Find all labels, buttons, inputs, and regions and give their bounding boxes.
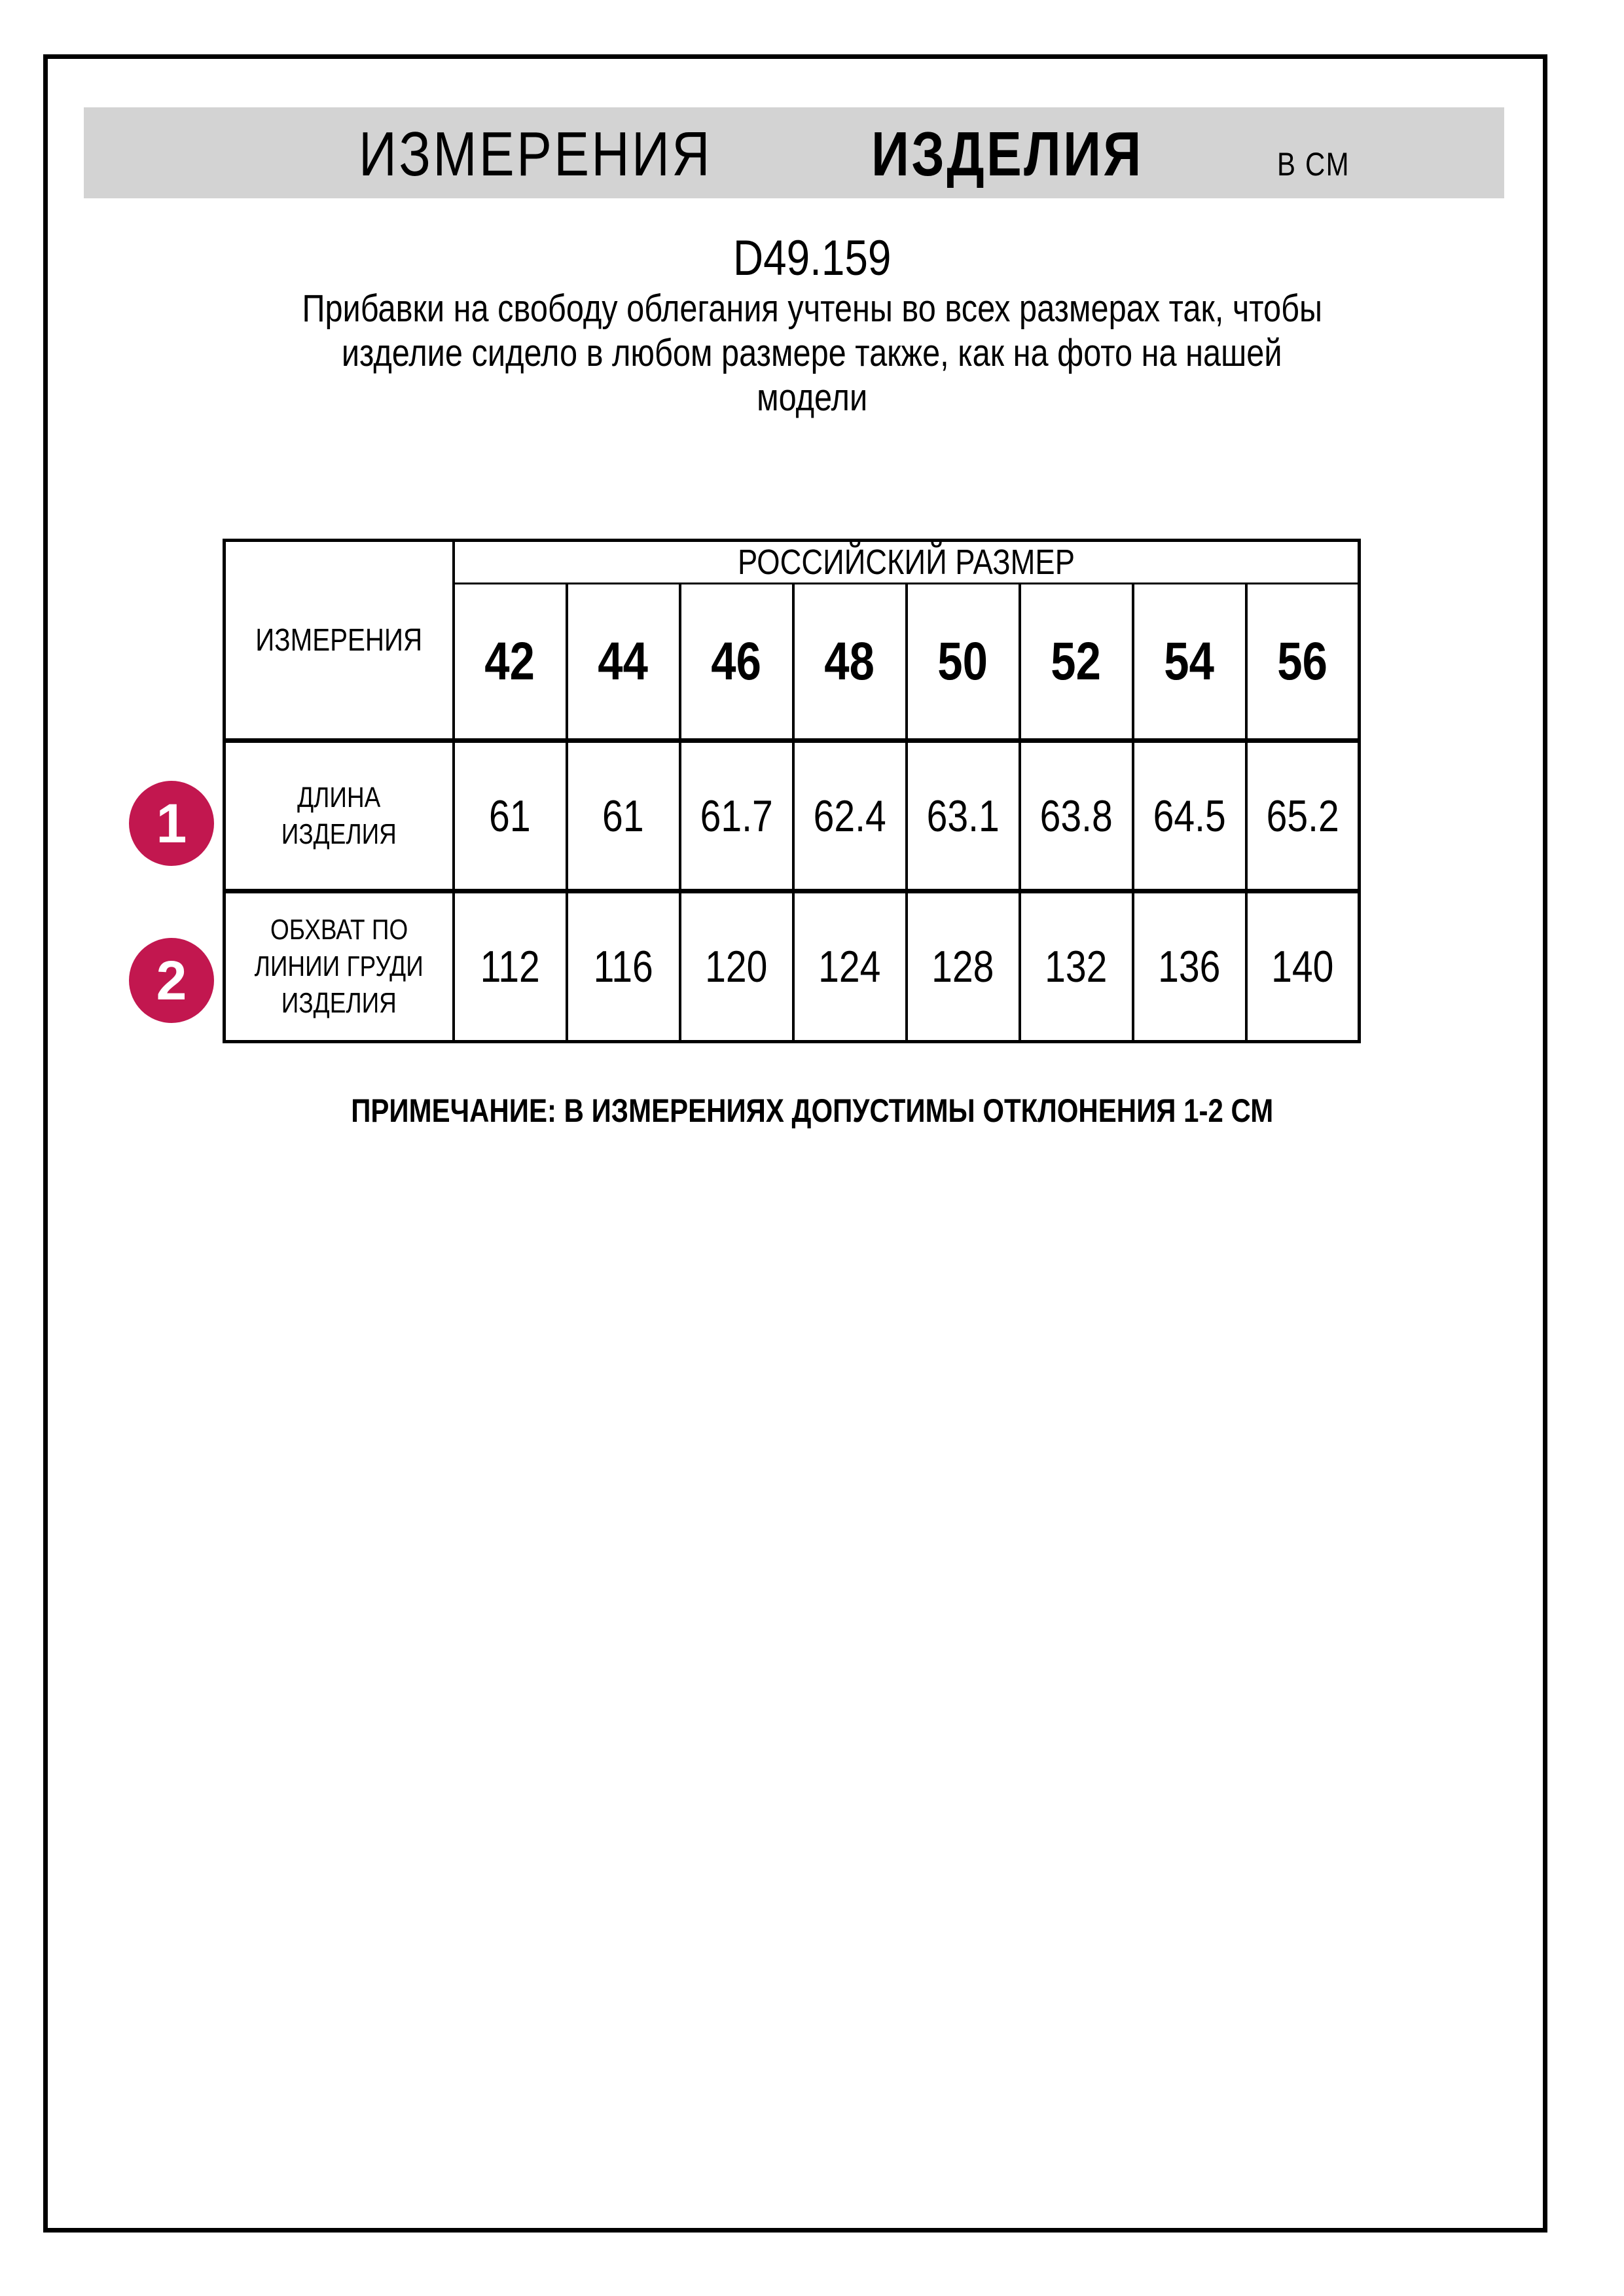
value-cell: 63.8	[1020, 741, 1133, 891]
corner-header-cell	[225, 541, 454, 741]
value-cell: 136	[1133, 891, 1246, 1042]
tolerance-note	[0, 1092, 1624, 1130]
title-measurements: ИЗМЕРЕНИЯ	[359, 119, 712, 189]
value-cell: 124	[793, 891, 907, 1042]
row-marker-1-number: 1	[156, 792, 187, 854]
value-cell: 140	[1246, 891, 1360, 1042]
value-cell: 65.2	[1246, 741, 1360, 891]
size-cell: 46	[680, 584, 793, 741]
value-cell: 128	[907, 891, 1020, 1042]
intro-line: изделие сидело в любом размере также, как на фото на нашей	[342, 332, 1282, 374]
product-code-text: D49.159	[732, 230, 892, 286]
value-cell: 61	[567, 741, 680, 891]
size-cell: 54	[1133, 584, 1246, 741]
size-cell: 48	[793, 584, 907, 741]
russian-size-header-label: РОССИЙСКИЙ РАЗМЕР	[737, 543, 1075, 582]
size-cell: 52	[1020, 584, 1133, 741]
title-band	[84, 107, 1504, 198]
intro-line: модели	[756, 376, 868, 419]
product-code	[0, 230, 1624, 287]
value-cell: 132	[1020, 891, 1133, 1042]
measurements-table	[223, 539, 1361, 1043]
row-marker-1	[129, 781, 214, 866]
intro-line: Прибавки на свободу облегания учтены во всех размерах так, чтобы	[302, 287, 1322, 330]
size-cell: 44	[567, 584, 680, 741]
value-cell: 61.7	[680, 741, 793, 891]
title-product: ИЗДЕЛИЯ	[871, 119, 1144, 189]
size-cell: 56	[1246, 584, 1360, 741]
corner-header-label: ИЗМЕРЕНИЯ	[255, 622, 423, 658]
value-cell: 120	[680, 891, 793, 1042]
table-row-length	[225, 741, 1360, 891]
row-marker-2-number: 2	[156, 949, 187, 1011]
size-cell: 42	[454, 584, 567, 741]
value-cell: 112	[454, 891, 567, 1042]
value-cell: 61	[454, 741, 567, 891]
tolerance-note-text: ПРИМЕЧАНИЕ: В ИЗМЕРЕНИЯХ ДОПУСТИМЫ ОТКЛОНЕНИЯ 1-2 СМ	[350, 1092, 1274, 1129]
value-cell: 64.5	[1133, 741, 1246, 891]
intro-paragraph	[0, 287, 1624, 420]
row-label-length: ДЛИНА ИЗДЕЛИЯ	[225, 741, 454, 891]
russian-size-header-cell	[454, 541, 1360, 584]
row-label-chest: ОБХВАТ ПО ЛИНИИ ГРУДИ ИЗДЕЛИЯ	[225, 891, 454, 1042]
value-cell: 62.4	[793, 741, 907, 891]
value-cell: 63.1	[907, 741, 1020, 891]
group-header-row	[225, 541, 1360, 584]
title-unit-cm: В СМ	[1276, 146, 1350, 183]
size-cell: 50	[907, 584, 1020, 741]
row-marker-2	[129, 938, 214, 1023]
table-row-chest	[225, 891, 1360, 1042]
value-cell: 116	[567, 891, 680, 1042]
